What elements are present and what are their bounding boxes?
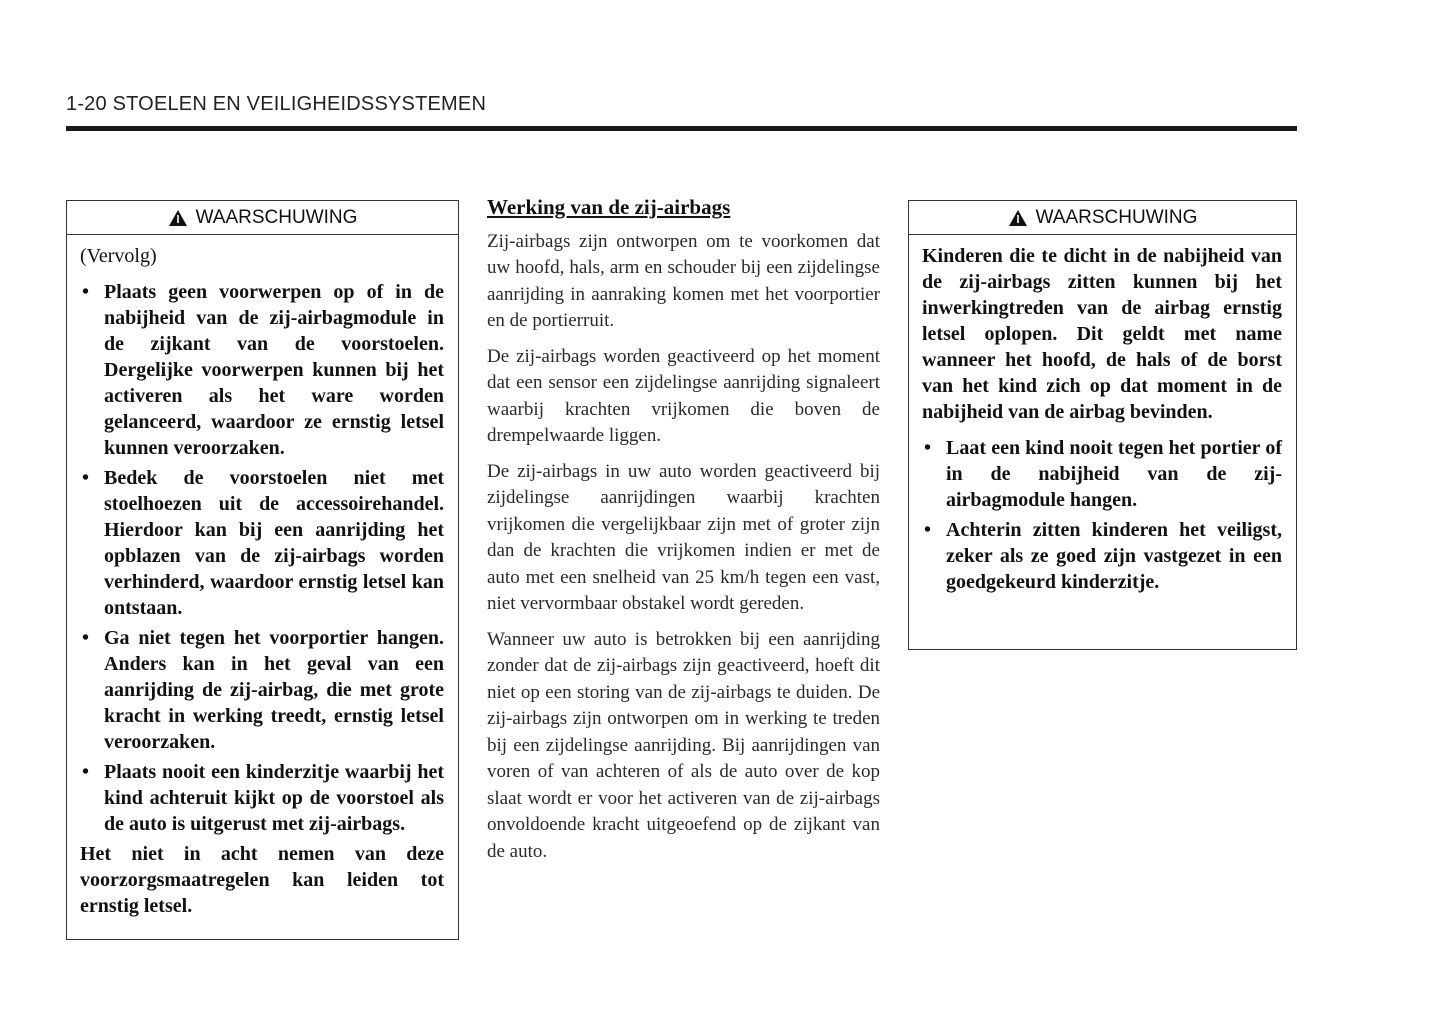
- warning-bullet: • Plaats nooit een kinderzitje waarbij het kind achteruit kijkt op de voorstoel als de auto is uitgerust met zij-airbags.: [80, 759, 444, 837]
- warning-body: [909, 235, 1296, 609]
- left-warning-box: [66, 200, 459, 940]
- warning-bullet: • Laat een kind nooit tegen het portier of in de nabijheid van de zij-airbagmodule hangen.: [922, 435, 1282, 513]
- warning-header: [67, 201, 458, 235]
- warning-bullet-list: [922, 435, 1282, 595]
- page-header-title: 1-20 STOELEN EN VEILIGHEIDSSYSTEMEN: [66, 93, 487, 115]
- warning-bullet: • Bedek de voorstoelen niet met stoelhoezen uit de accessoirehandel. Hierdoor kan bij een aanrijding het opblazen van de zij-airbags worden verhinderd, waardoor ernstig letsel kan ontstaan.: [80, 465, 444, 621]
- warning-triangle-icon: [1008, 209, 1028, 227]
- warning-header: [909, 201, 1296, 235]
- warning-title: WAARSCHUWING: [195, 206, 358, 228]
- paragraph: De zij-airbags in uw auto worden geactiveerd bij zijdelingse aanrijdingen waarbij krachten vrijkomen die vergelijkbaar zijn met of groter zijn dan de krachten die vrijkomen indien er met de auto met een snelheid van 25 km/h tegen een vast, niet vervormbaar obstakel wordt gereden.: [487, 460, 880, 614]
- side-airbag-section: [487, 194, 880, 874]
- warning-bullet-list: [80, 279, 444, 837]
- right-warning-box: [908, 200, 1297, 650]
- warning-body: [67, 235, 458, 929]
- warning-title: WAARSCHUWING: [1035, 206, 1198, 228]
- section-heading: Werking van de zij-airbags: [487, 195, 731, 219]
- warning-bullet: • Achterin zitten kinderen het veiligst, zeker als ze goed zijn vastgezet in een goedgekeurd kinderzitje.: [922, 517, 1282, 595]
- warning-triangle-icon: [168, 209, 188, 227]
- paragraph: De zij-airbags worden geactiveerd op het moment dat een sensor een zijdelingse aanrijding signaleert waarbij krachten vrijkomen die boven de drempelwaarde liggen.: [487, 345, 880, 446]
- continued-label: (Vervolg): [80, 245, 157, 267]
- header-rule: [66, 126, 1297, 131]
- paragraph: Wanneer uw auto is betrokken bij een aanrijding zonder dat de zij-airbags zijn geactiveerd, hoeft dit niet op een storing van de zij-airbags te duiden. De zij-airbags zijn ontworpen om in werking te treden bij een zijdelingse aanrijding. Bij aanrijdingen van voren of van achteren of als de auto over de kop slaat wordt er voor het activeren van de zij-airbags onvoldoende kracht uitgeoefend op de zijkant van de auto.: [487, 628, 880, 862]
- warning-closing: Het niet in acht nemen van deze voorzorgsmaatregelen kan leiden tot ernstig letsel.: [80, 843, 444, 917]
- warning-bullet: • Ga niet tegen het voorportier hangen. Anders kan in het geval van een aanrijding de zij-airbag, die met grote kracht in werking treedt, ernstig letsel veroorzaken.: [80, 625, 444, 755]
- warning-intro: Kinderen die te dicht in de nabijheid van de zij-airbags zitten kunnen bij het inwerkingtreden van de airbag ernstig letsel oplopen. Dit geldt met name wanneer het hoofd, de hals of de borst van het kind zich op dat moment in de nabijheid van de airbag bevinden.: [922, 245, 1282, 423]
- warning-bullet: • Plaats geen voorwerpen op of in de nabijheid van de zij-airbagmodule in de zijkant van de voorstoelen. Dergelijke voorwerpen kunnen bij het activeren als het ware worden gelanceerd, waardoor ze ernstig letsel kunnen veroorzaken.: [80, 279, 444, 461]
- paragraph: Zij-airbags zijn ontworpen om te voorkomen dat uw hoofd, hals, arm en schouder bij een zijdelingse aanrijding in aanraking komen met het voorportier en de portierruit.: [487, 230, 880, 331]
